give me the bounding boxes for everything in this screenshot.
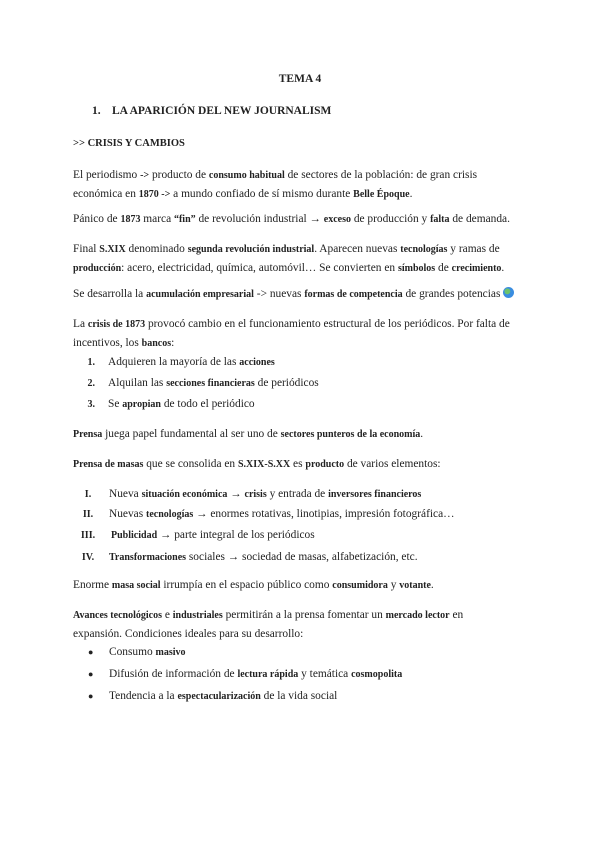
bullet-icon: ● (88, 669, 94, 679)
bullet-icon: ● (88, 647, 94, 657)
paragraph-9: Avances tecnológicos e industriales permitirán a la prensa fomentar un mercado lector en expansión. Condiciones ideales para su desarrollo: (73, 609, 464, 640)
page-title: TEMA 4 (278, 73, 322, 85)
paragraph-3: Final S.XIX denominado segunda revolución industrial. Aparecen nuevas tecnologías y ramas de producción: acero, electricidad, química, automóvil… Se convierten en símbolos de crecimiento. (73, 243, 505, 274)
paragraph-2: Pánico de 1873 marca “fin” de revolución industrial → exceso de producción y falta de demanda. (73, 213, 510, 225)
section-heading (92, 105, 331, 117)
bullet-icon: ● (88, 691, 94, 701)
paragraph-6: Prensa juega papel fundamental al ser uno de sectores punteros de la economía. (73, 428, 424, 440)
section-title: LA APARICIÓN DEL NEW JOURNALISM (112, 105, 332, 117)
section-number: 1. (92, 105, 101, 117)
paragraph-8: Enorme masa social irrumpía en el espacio público como consumidora y votante. (73, 579, 434, 591)
globe-icon (503, 287, 514, 298)
paragraph-5: La crisis de 1873 provocó cambio en el funcionamiento estructural de los periódicos. Por falta de incentivos, los bancos: (73, 318, 510, 349)
subsection-heading: >> CRISIS Y CAMBIOS (73, 138, 185, 149)
paragraph-4: Se desarrolla la acumulación empresarial -> nuevas formas de competencia de grandes potencias (73, 285, 533, 304)
paragraph-7: Prensa de masas que se consolida en S.XIX-S.XX es producto de varios elementos: (73, 458, 441, 470)
document-page: TEMA 4 1. LA APARICIÓN DEL NEW JOURNALISM >> CRISIS Y CAMBIOS El periodismo -> producto de consumo habitual de sectores de la población: de gran crisis económica en 1870 -> a mundo confiado de sí mismo durante Belle Époque. Pánico de 1873 marca “fin” de revolución industrial → exceso de producción y falta de demanda. Final S.XIX denominado segunda revolución industrial. Aparecen nuevas tecnologías y ramas de producción: acero, electricidad, química, automóvil… Se convierten en símbolos de crecimiento. Se desarrolla la acumulación empresarial -> nuevas formas de competencia de grandes potencias La crisis de 1873 provocó cambio en el funcionamiento estructural de los periódicos. Por falta de incentivos, los bancos: 1. Adquieren la mayoría de las acciones 2. Alquilan las secciones financieras de periódicos 3. Se apropian de todo el periódico Prensa juega papel fundamental al ser uno de sectores punteros de la economía. Prensa de masas que se consolida en S.XIX-S.XX es producto de varios elementos: I. Nueva situación económica → crisis y entrada de inversores financieros II. Nuevas tecnologías → enormes rotativas, linotipias, impresión fotográfica… III. Publicidad → parte integral de los periódicos IV. Transformaciones sociales → sociedad de masas, alfabetización, etc. Enorme masa social irrumpía en el espacio público como consumidora y votante. Avances tecnológicos e industriales permitirán a la prensa fomentar un mercado lector en expansión. Condiciones ideales para su desarrollo: ● Consumo masivo ● Difusión de información de lectura rápida y temática cosmopolita ● Tendencia a la espectacularización de la vida social (0, 0, 600, 848)
paragraph-1: El periodismo -> producto de consumo habitual de sectores de la población: de gran crisis económica en 1870 -> a mundo confiado de sí mismo durante Belle Époque. (73, 169, 478, 200)
